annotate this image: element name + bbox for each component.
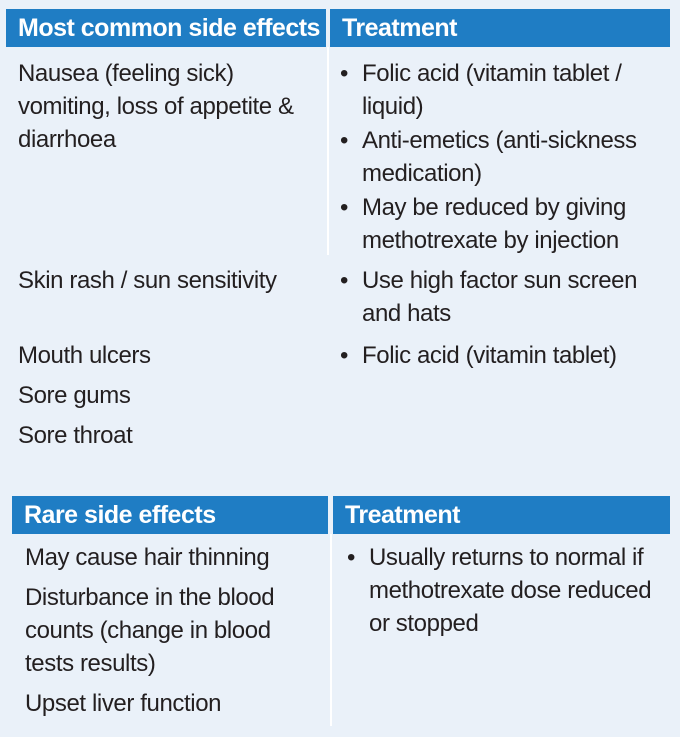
rare-treatment-header (333, 496, 670, 534)
common-effects-header-label: Most common side effects (18, 14, 320, 42)
common-row-2-effects (18, 264, 323, 297)
treatment-item: • May be reduced by giving methotrexate by injection (338, 191, 668, 257)
rare-treatments (345, 541, 663, 641)
effect-item: Upset liver function (25, 690, 222, 717)
treatment-item: • Folic acid (vitamin tablet) (338, 339, 668, 372)
common-row-1-treatments (338, 57, 668, 258)
treatment-item: • Folic acid (vitamin tablet / liquid) (338, 57, 668, 123)
rare-effects (25, 541, 325, 720)
common-row-3-effects (18, 339, 323, 452)
effect-item: Skin rash / sun sensitivity (18, 267, 277, 294)
rare-treatment-header-label: Treatment (345, 501, 460, 529)
common-row-2-treatments (338, 264, 668, 331)
treatment-item: • Usually returns to normal if methotrexate dose reduced or stopped (345, 541, 663, 640)
treatment-item: • Anti-emetics (anti-sickness medication) (338, 124, 668, 190)
effect-item: Nausea (feeling sick) vomiting, loss of appetite & diarrhoea (18, 60, 294, 153)
rare-effects-header-label: Rare side effects (24, 501, 216, 529)
effect-item: Mouth ulcers (18, 342, 151, 369)
rare-column-divider (330, 534, 332, 726)
common-effects-header (6, 9, 326, 47)
common-row-1-effects (18, 57, 323, 156)
common-column-divider (327, 47, 329, 255)
effect-item: Disturbance in the blood counts (change in blood tests results) (25, 584, 275, 677)
rare-effects-header (12, 496, 328, 534)
common-treatment-header-label: Treatment (342, 14, 457, 42)
effect-item: Sore throat (18, 422, 133, 449)
common-treatment-header (330, 9, 670, 47)
effect-item: Sore gums (18, 382, 131, 409)
treatment-item: • Use high factor sun screen and hats (338, 264, 668, 330)
common-row-3-treatments (338, 339, 668, 373)
effect-item: May cause hair thinning (25, 544, 270, 571)
